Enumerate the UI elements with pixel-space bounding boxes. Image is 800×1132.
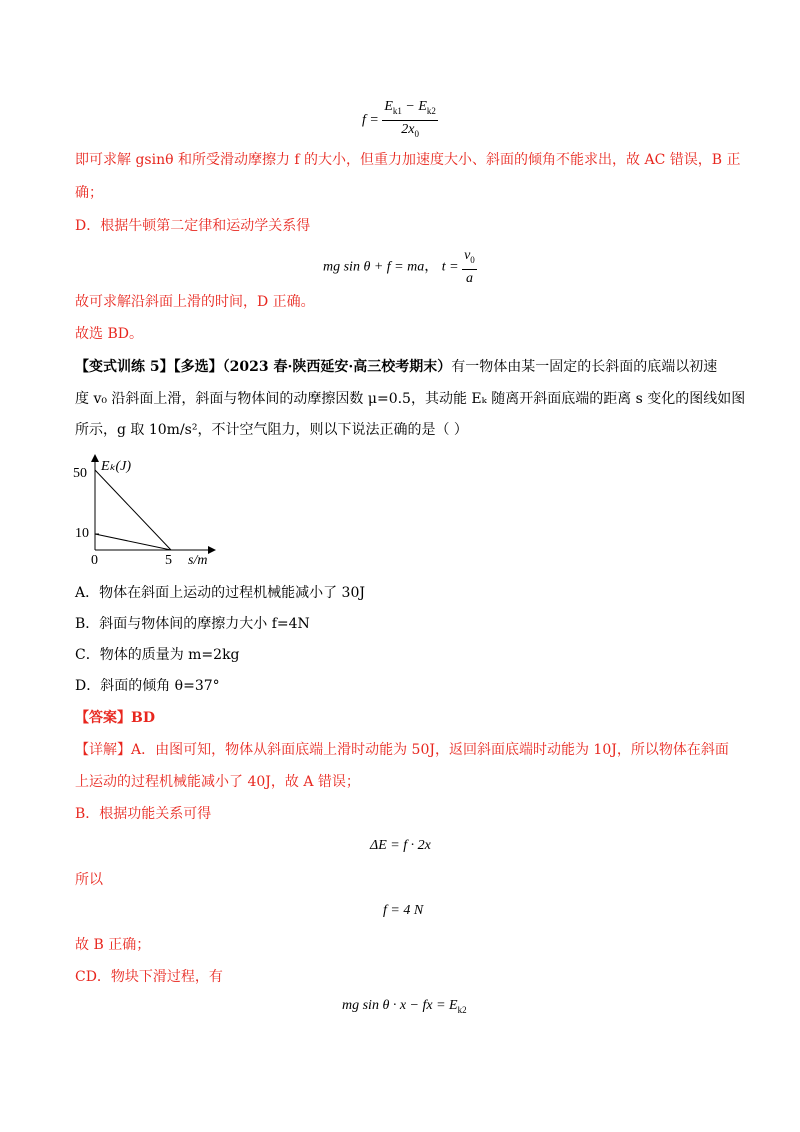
y-axis-arrow [91,454,99,462]
eq2-num-sub: 0 [470,254,475,265]
problem-line2: 度 v₀ 沿斜面上滑，斜面与物体间的动摩擦因数 μ=0.5，其动能 Eₖ 随离开斜面底端的距离 s 变化的图线如图 [75,391,746,407]
eq-lhs: f = [362,112,379,128]
eq-num-minus: − E [401,99,427,114]
eq-num-sub1: k1 [392,105,402,116]
eq2-num-v: v [464,248,471,263]
equation-friction [362,98,438,143]
eq-den-sub: 0 [414,128,419,139]
problem-line1-rest: 有一物体由某一固定的长斜面的底端以初速 [451,359,718,375]
equation-newton [323,247,477,288]
problem-tag-training: 【变式训练 5】 [75,359,174,375]
x-axis-label: s/m [188,553,208,568]
detail-line2: 上运动的过程机械能减小了 40J，故 A 错误； [75,774,360,790]
energy-distance-graph [68,450,228,575]
problem-source: （2023 春·陕西延安·高三校考期末） [222,359,452,375]
eq2-fraction [462,247,477,288]
eq-num-e1: E [384,99,393,114]
problem-line3: 所示，g 取 10m/s²，不计空气阻力，则以下说法正确的是（ ） [75,422,468,438]
para1-line1: 即可求解 gsinθ 和所受滑动摩擦力 f 的大小，但重力加速度大小、斜面的倾角不能求出，故 AC 错误，B 正 [75,152,741,168]
detail-line6: CD．物块下滑过程，有 [75,969,223,985]
eq2-separator: ， [424,259,439,275]
detail-line4: 所以 [75,872,103,888]
answer: 【答案】BD [75,710,155,726]
para1-line2: 确； [75,185,103,201]
eq2-part1: mg sin θ + f = ma [323,259,425,275]
x-tick-5: 5 [165,553,172,568]
eq-num-sub2: k2 [426,105,436,116]
series-line-1 [95,470,171,550]
conclusion-1: 故可求解沿斜面上滑的时间，D 正确。 [75,294,315,310]
detail-line1: 【详解】A．由图可知，物体从斜面底端上滑时动能为 50J，返回斜面底端时动能为 10J，所以物体在斜面 [75,742,729,758]
y-axis-label: Eₖ(J) [101,459,132,474]
eq-fraction [382,98,438,143]
conclusion-2: 故选 BD。 [75,326,143,342]
option-d: D．斜面的倾角 θ=37° [75,678,220,694]
eq5-sub: k2 [457,1004,467,1015]
eq2-t: t = [441,259,459,275]
option-b: B．斜面与物体间的摩擦力大小 f=4N [75,616,310,632]
equation-descent [342,998,467,1015]
eq-numerator [382,98,438,121]
equation-friction-value: f = 4 N [383,903,424,918]
eq2-numerator [462,247,477,270]
option-a: A．物体在斜面上运动的过程机械能减小了 30J [75,585,365,601]
x-axis-arrow [208,546,216,554]
option-c: C．物体的质量为 m=2kg [75,647,240,663]
part-d-heading: D．根据牛顿第二定律和运动学关系得 [75,218,311,234]
problem-tag-multi: 【多选】 [173,359,223,375]
detail-line5: 故 B 正确； [75,937,151,953]
detail-line3: B．根据功能关系可得 [75,806,212,822]
equation-energy-loss: ΔE = f · 2x [370,838,431,853]
x-tick-0: 0 [91,553,98,568]
y-tick-10: 10 [75,526,89,541]
eq2-denominator: a [465,270,473,286]
y-tick-50: 50 [73,466,87,481]
eq5-main: mg sin θ · x − fx = E [342,998,458,1013]
problem-line1 [75,357,717,377]
eq-den-text: 2x [401,121,415,137]
eq-denominator [382,121,438,143]
series-line-2 [95,534,171,550]
